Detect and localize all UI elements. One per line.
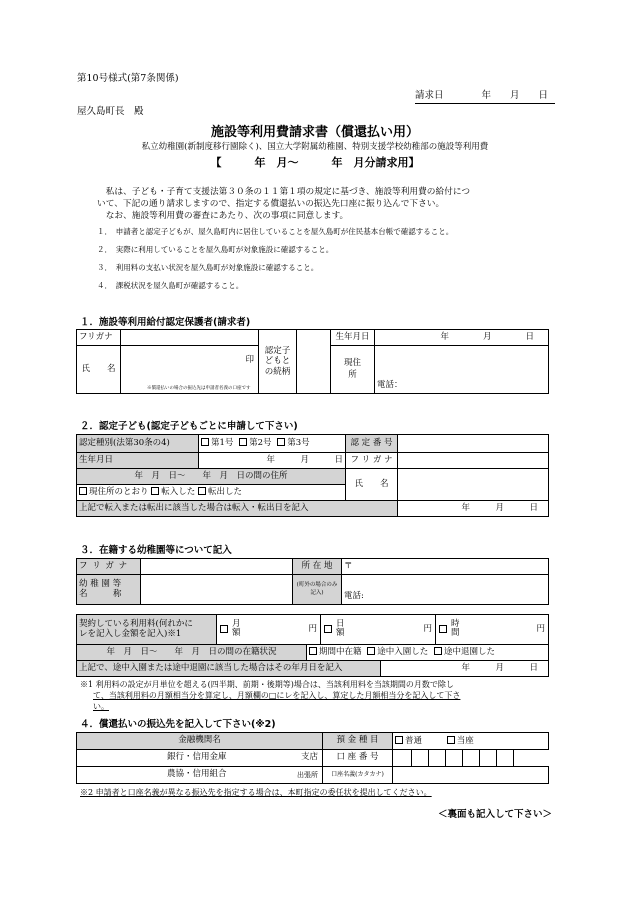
intro-line-2: いて、下記の通り請求しますので、指定する償還払いの振込先口座に振り込んで下さい。 xyxy=(97,199,445,209)
opt-out-label: 転出した xyxy=(207,487,242,498)
subtitle: 私立幼稚園(新制度移行園除く)、国立大学附属幼稚園、特別支援学校幼稚部の施設等利用費 xyxy=(141,142,489,152)
bank-field-2[interactable] xyxy=(77,767,323,784)
midway-date-field[interactable]: 年 月 日 xyxy=(381,661,549,677)
account-digit-1[interactable] xyxy=(393,750,412,767)
branch-label: 支店 xyxy=(300,752,318,762)
daily-checkbox[interactable] xyxy=(324,625,332,633)
type3-label: 第3号 xyxy=(287,438,310,449)
cert-no-field[interactable] xyxy=(398,435,549,453)
office-label: 出張所 xyxy=(297,771,318,779)
form-number: 第10号様式(第7条関係) xyxy=(77,73,179,84)
seal-mark: 印 xyxy=(245,355,254,365)
opt-current-label: 現住所のとおり xyxy=(89,487,149,498)
fee-label-1: 契約している利用料(何れかに xyxy=(79,618,193,629)
facility-name-field[interactable] xyxy=(141,575,293,605)
location-label: 所 在 地 xyxy=(293,559,342,575)
child-name-label: 氏 名 xyxy=(346,469,398,501)
relation-field[interactable] xyxy=(297,330,331,394)
status-enrolled-label: 期間中在籍 xyxy=(319,647,362,658)
facility-table xyxy=(76,558,549,605)
guardian-name-field[interactable] xyxy=(121,346,259,394)
guardian-dob-field[interactable]: 年 月 日 xyxy=(375,330,549,346)
facility-name-label-1: 幼 稚 園 等 xyxy=(79,578,122,589)
section4-heading: ４．償還払いの振込先を記入して下さい(※2) xyxy=(80,719,276,730)
section1-heading: １．施設等利用給付認定保護者(請求者) xyxy=(80,317,251,328)
fee-label xyxy=(77,615,217,645)
ordinary-checkbox[interactable] xyxy=(395,736,403,744)
deposit-type-field xyxy=(393,733,549,750)
account-digit-3[interactable] xyxy=(429,750,446,767)
midway-table xyxy=(76,660,549,677)
address-label: 現住所 xyxy=(331,346,375,394)
account-no-label: 口 座 番 号 xyxy=(323,750,393,767)
cert-no-label: 認 定 番 号 xyxy=(346,435,398,453)
monthly-yen: 円 xyxy=(308,624,317,634)
account-spacer xyxy=(514,750,549,767)
consent-2: ２． 実際に利用していることを屋久島町が対象施設に確認すること。 xyxy=(97,245,334,254)
furigana-label: フリガナ xyxy=(77,330,121,346)
current-checkbox[interactable] xyxy=(447,736,455,744)
footnote-1-line-3: い。 xyxy=(93,702,109,711)
section2-heading: ２．認定子ども(認定子どもごとに申請して下さい) xyxy=(80,421,298,432)
holder-label: 口座名義(カタカナ) xyxy=(323,767,393,784)
opt-in-label: 転入した xyxy=(161,487,196,498)
account-digit-4[interactable] xyxy=(446,750,463,767)
status-joined-label: 途中入園した xyxy=(377,647,429,658)
type1-checkbox[interactable] xyxy=(201,438,209,446)
opt-in-checkbox[interactable] xyxy=(151,487,159,495)
status-enrolled-checkbox[interactable] xyxy=(309,647,317,655)
facility-phone-field[interactable] xyxy=(342,575,549,605)
daily-fee-field[interactable] xyxy=(321,615,436,645)
address-period-label: 年 月 日～ 年 月 日の間の住所 xyxy=(77,469,346,485)
status-left-checkbox[interactable] xyxy=(434,647,442,655)
child-furigana-field[interactable] xyxy=(398,453,549,469)
consent-1: １． 申請者と認定子どもが、屋久島町内に居住していることを屋久島町が住民基本台帳で確認すること。 xyxy=(97,227,454,236)
account-digit-7[interactable] xyxy=(497,750,514,767)
hourly-yen: 円 xyxy=(536,624,545,634)
facility-name-label xyxy=(77,575,141,605)
footnote-1 xyxy=(80,679,460,712)
facility-furigana-field[interactable] xyxy=(141,559,293,575)
facility-name-label-2: 名 称 xyxy=(79,588,122,599)
monthly-checkbox[interactable] xyxy=(220,625,228,633)
section3-heading: ３．在籍する幼稚園等について記入 xyxy=(80,545,232,556)
bank-type-label: 銀行・信用金庫 xyxy=(167,752,227,762)
account-digit-6[interactable] xyxy=(480,750,497,767)
cert-type-label: 認定種別(法第30条の4) xyxy=(77,435,199,453)
bank-table xyxy=(76,732,549,784)
location-field[interactable] xyxy=(342,559,549,575)
current-label: 当座 xyxy=(456,735,474,746)
daily-label: 日額 xyxy=(336,619,345,639)
hourly-checkbox[interactable] xyxy=(439,625,447,633)
type3-checkbox[interactable] xyxy=(277,438,285,446)
move-note: 上記で転入または転出に該当した場合は転入・転出日を記入 xyxy=(77,501,398,517)
intro-line-3: なお、施設等利用費の審査にあたり、次の事項に同意します。 xyxy=(97,211,349,221)
account-digit-2[interactable] xyxy=(412,750,429,767)
footnote-1-line-2: て、当該利用料の月額相当分を算定し、月額欄の□にレを記入し、算定した月額相当分を記入して下さ xyxy=(93,691,461,700)
guardian-table xyxy=(76,329,549,394)
status-options xyxy=(307,645,549,661)
fee-label-2: レを記入し金額を記入)※1 xyxy=(79,628,182,639)
fee-table xyxy=(76,614,549,645)
facility-phone-label: 電話: xyxy=(344,591,364,602)
guardian-phone-label: 電話： xyxy=(377,380,403,391)
consent-3: ３． 利用料の支払い状況を屋久島町が対象施設に確認すること。 xyxy=(97,263,319,272)
account-note: ※償還払いの場合の振込先は申請者名義の口座です xyxy=(147,385,251,391)
consent-4: ４． 課税状況を屋久島町が確認すること。 xyxy=(97,281,244,290)
opt-out-checkbox[interactable] xyxy=(198,487,206,495)
facility-furigana-label: フ リ ガ ナ xyxy=(77,559,141,575)
request-date: 請求日 年 月 日 xyxy=(415,87,555,104)
guardian-address-field[interactable] xyxy=(375,346,549,394)
monthly-label: 月額 xyxy=(232,619,241,639)
type1-label: 第1号 xyxy=(211,438,234,449)
midway-note: 上記で、途中入園または途中退園に該当した場合はその年月日を記入 xyxy=(77,661,381,677)
intro-line-1: 私は、子ども・子育て支援法第３０条の１１第１項の規定に基づき、施設等利用費の給付につ xyxy=(97,187,471,197)
deposit-type-label: 預 金 種 目 xyxy=(323,733,393,750)
page-title: 施設等利用費請求書（償還払い用） xyxy=(210,125,419,140)
hourly-fee-field[interactable] xyxy=(436,615,549,645)
child-table xyxy=(76,434,549,517)
status-period-label: 年 月 日～ 年 月 日の間の在籍状況 xyxy=(77,645,307,661)
child-dob-field[interactable]: 年 月 日 xyxy=(199,453,346,469)
daily-yen: 円 xyxy=(423,624,432,634)
child-furigana-label: フ リ ガ ナ xyxy=(346,453,398,469)
move-date-field[interactable]: 年 月 日 xyxy=(398,501,549,517)
hourly-label: 時間 xyxy=(451,619,460,639)
account-digit-5[interactable] xyxy=(463,750,480,767)
postal-mark: 〒 xyxy=(344,560,353,571)
footnote-1-line-1: ※1 利用料の設定が月単位を超える(四半期、前期・後期等)場合は、当該利用料を当該期間の月数で除し xyxy=(80,680,454,689)
child-name-field[interactable] xyxy=(398,469,549,501)
opt-current-checkbox[interactable] xyxy=(79,487,87,495)
type2-checkbox[interactable] xyxy=(239,438,247,446)
holder-field[interactable] xyxy=(393,767,549,784)
address-options xyxy=(77,485,346,501)
child-dob-label: 生年月日 xyxy=(77,453,199,469)
cert-type-options xyxy=(199,435,346,453)
outside-note: (町外の場合のみ記入) xyxy=(293,575,342,605)
footnote-2: ※2 申請者と口座名義が異なる振込先を指定する場合は、本町指定の委任状を提出してください。 xyxy=(80,788,432,797)
furigana-field[interactable] xyxy=(121,330,259,346)
bank-name-label: 金融機関名 xyxy=(77,733,323,750)
guardian-name-label: 氏 名 xyxy=(77,346,121,394)
status-left-label: 途中退園した xyxy=(443,647,495,658)
status-joined-checkbox[interactable] xyxy=(367,647,375,655)
period-line: 【 年 月～ 年 月分請求用】 xyxy=(210,156,420,169)
agri-type-label: 農協・信用組合 xyxy=(167,769,227,779)
bank-field-1[interactable] xyxy=(77,750,323,767)
back-note: ＜裏面も記入して下さい＞ xyxy=(438,809,553,820)
ordinary-label: 普通 xyxy=(405,735,423,746)
addressee: 屋久島町長 殿 xyxy=(77,106,144,117)
enrollment-table xyxy=(76,644,549,661)
guardian-dob-label: 生年月日 xyxy=(331,330,375,346)
type2-label: 第2号 xyxy=(249,438,272,449)
monthly-fee-field[interactable] xyxy=(217,615,321,645)
relation-label: 認定子どもとの続柄 xyxy=(259,330,297,394)
